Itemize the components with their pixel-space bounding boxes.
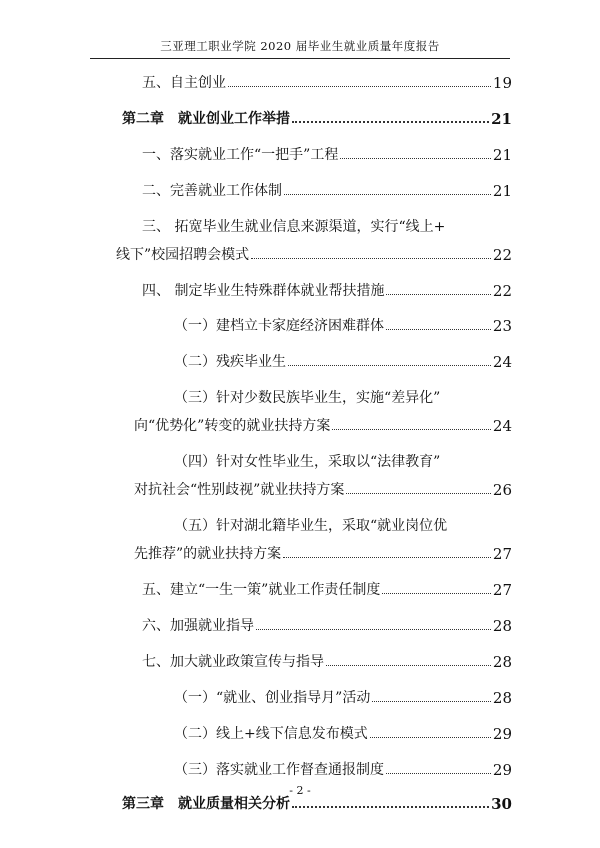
toc-subentry-line1[interactable] [174,447,512,471]
toc-leader-dots [386,329,491,330]
toc-subentry[interactable] [174,755,512,779]
toc-entry-page: 29 [492,725,512,743]
toc-leader-dots [251,258,491,259]
toc-entry-page: 26 [492,481,512,499]
toc-subentry-line2[interactable] [134,475,512,499]
toc-entry[interactable] [142,68,512,92]
toc-subentry[interactable] [174,311,512,335]
toc-entry[interactable] [142,647,512,671]
toc-leader-dots [284,194,491,195]
toc-entry-title: （四）针对女性毕业生，采取以“法律教育” [174,454,441,470]
toc-entry-page: 28 [492,689,512,707]
toc-entry-title: （一）建档立卡家庭经济困难群体 [174,318,384,334]
toc-entry-title: 第三章 就业质量相关分析 [122,796,290,812]
toc-subentry-line2[interactable] [134,539,512,563]
toc-entry-page: 27 [492,545,512,563]
toc-entry-page: 30 [491,795,512,813]
toc-entry-title: 向“优势化”转变的就业扶持方案 [134,418,331,434]
toc-entry-page: 21 [492,146,512,164]
toc-entry-page: 22 [492,282,512,300]
toc-entry-title: 第二章 就业创业工作举措 [122,111,290,127]
toc-entry-page: 21 [491,110,512,128]
toc-entry-title: （五）针对湖北籍毕业生，采取“就业岗位优 [174,518,448,534]
toc-entry-page: 24 [492,353,512,371]
toc-leader-dots [386,294,490,295]
toc-entry-title: 二、完善就业工作体制 [142,183,282,199]
toc-subentry-line2[interactable] [134,411,512,435]
toc-leader-dots [370,737,491,738]
toc-entry-page: 24 [492,417,512,435]
toc-subentry[interactable] [174,347,512,371]
toc-entry-title: （三）落实就业工作督查通报制度 [174,762,384,778]
toc-entry[interactable] [142,176,512,200]
toc-entry-title: （二）残疾毕业生 [174,354,286,370]
toc-subentry[interactable] [174,719,512,743]
toc-leader-dots [386,773,491,774]
toc-leader-dots [228,86,491,87]
toc-entry[interactable] [142,140,512,164]
toc-entry-page: 28 [492,617,512,635]
toc-leader-dots [332,429,491,430]
toc-entry-page: 29 [492,761,512,779]
toc-entry-line2[interactable] [116,240,512,264]
toc-entry-title: 五、建立“一生一策”就业工作责任制度 [142,582,381,598]
toc-entry-title: 三、 拓宽毕业生就业信息来源渠道，实行“线上+ [142,219,446,235]
toc-chapter-entry[interactable] [122,104,512,128]
toc-entry-title: （三）针对少数民族毕业生，实施“差异化” [174,390,441,406]
toc-entry-page: 28 [492,653,512,671]
toc-leader-dots [382,593,491,594]
toc-subentry[interactable] [174,683,512,707]
toc-entry-title: 线下”校园招聘会模式 [116,247,250,263]
page-number: - 2 - [289,784,311,797]
toc-entry-title: 五、自主创业 [142,75,226,91]
toc-leader-dots [372,701,491,702]
toc-entry-title: （二）线上+线下信息发布模式 [174,726,368,742]
toc-subentry-line1[interactable] [174,511,512,535]
toc-entry-line1[interactable] [142,212,512,236]
toc-entry-page: 19 [492,74,512,92]
toc-leader-dots [256,629,491,630]
toc-leader-dots [340,158,491,159]
toc-entry-title: 一、落实就业工作“一把手”工程 [142,147,339,163]
toc-entry-page: 23 [492,317,512,335]
toc-entry-title: （一）“就业、创业指导月”活动 [174,690,371,706]
toc-entry[interactable] [142,575,512,599]
toc-entry-title: 四、 制定毕业生特殊群体就业帮扶措施 [142,283,385,299]
toc-entry-page: 22 [492,246,512,264]
toc-entry[interactable] [142,276,512,300]
toc-subentry-line1[interactable] [174,383,512,407]
toc-entry-title: 七、加大就业政策宣传与指导 [142,654,324,670]
toc-leader-dots [292,806,489,808]
toc-entry-title: 对抗社会“性别歧视”就业扶持方案 [134,482,345,498]
toc-leader-dots [283,557,491,558]
toc-leader-dots [288,365,491,366]
toc-entry-page: 27 [492,581,512,599]
toc-entry-page: 21 [492,182,512,200]
running-header: 三亚理工职业学院 2020 届毕业生就业质量年度报告 [90,38,510,59]
toc-entry-title: 六、加强就业指导 [142,618,254,634]
toc-entry[interactable] [142,611,512,635]
toc-entry-title: 先推荐”的就业扶持方案 [134,546,282,562]
toc-leader-dots [326,665,491,666]
toc-leader-dots [292,121,489,123]
toc-leader-dots [346,493,491,494]
